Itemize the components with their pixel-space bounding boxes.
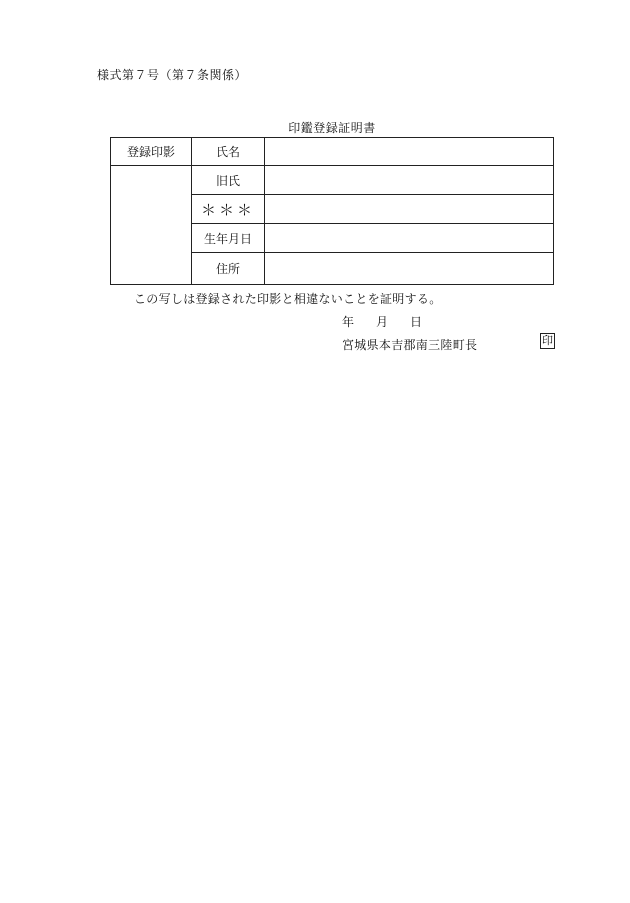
form-number: 様式第７号（第７条関係） xyxy=(97,68,248,82)
date-month-label: 月 xyxy=(376,315,389,329)
row-label-name: 氏名 xyxy=(192,138,265,166)
date-line xyxy=(342,313,422,330)
row-label-birthdate: 生年月日 xyxy=(192,224,265,253)
seal-impression-cell xyxy=(111,166,192,285)
seal-impression-header: 登録印影 xyxy=(111,138,192,166)
seal-mark: 印 xyxy=(542,334,553,347)
row-label-address: 住所 xyxy=(192,253,265,285)
issuer-name: 宮城県本吉郡南三陸町長 xyxy=(342,338,478,352)
row-value-former-surname xyxy=(265,166,554,195)
row-label-masked: ＊＊＊ xyxy=(192,195,265,224)
date-day-label: 日 xyxy=(410,315,423,329)
registration-table xyxy=(110,137,554,285)
table-row xyxy=(111,166,554,195)
certification-text: この写しは登録された印影と相違ないことを証明する。 xyxy=(134,292,442,306)
row-label-former-surname: 旧氏 xyxy=(192,166,265,195)
row-value-address xyxy=(265,253,554,285)
date-year-label: 年 xyxy=(342,315,355,329)
document-title: 印鑑登録証明書 xyxy=(288,121,376,135)
row-value-birthdate xyxy=(265,224,554,253)
row-value-name xyxy=(265,138,554,166)
row-value-masked xyxy=(265,195,554,224)
table-row xyxy=(111,138,554,166)
